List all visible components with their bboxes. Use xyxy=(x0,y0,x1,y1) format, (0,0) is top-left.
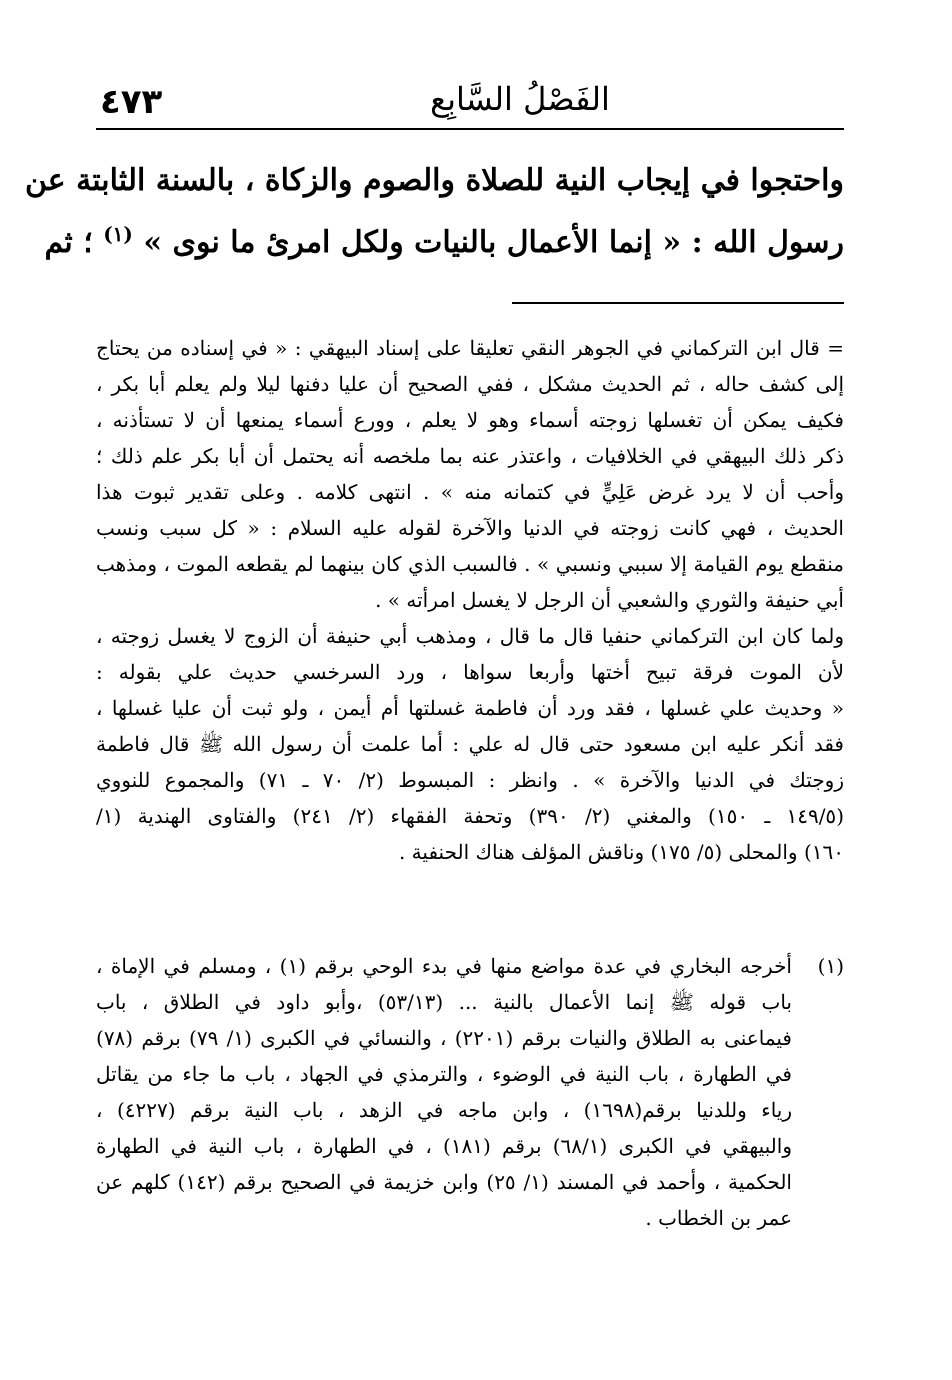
note-line: زوجتك في الدنيا والآخرة » . وانظر : المبسوط (٢/ ٧٠ ـ ٧١) والمجموع للنووي xyxy=(96,768,844,792)
note-line: فقد أنكر عليه ابن مسعود حتى قال له علي : أما علمت أن رسول الله ﷺ قال فاطمة xyxy=(96,732,844,756)
note-line: « وحديث علي غسلها ، فقد ورد أن فاطمة غسلتها أم أيمن ، ولو ثبت أن عليا غسلها ، xyxy=(96,696,844,720)
note-line: ولما كان ابن التركماني حنفيا قال ما قال ، ومذهب أبي حنيفة أن الزوج لا يغسل زوجته ، xyxy=(96,624,844,648)
note-line: (١٤٩/٥ ـ ١٥٠) والمغني (٢/ ٣٩٠) وتحفة الفقهاء (٢/ ٢٤١) والفتاوى الهندية (١/ xyxy=(96,804,844,828)
page-number: ٤٧٣ xyxy=(100,82,163,122)
header-rule xyxy=(96,128,844,130)
note-line: ١٦٠) والمحلى (٥/ ١٧٥) وناقش المؤلف هناك الحنفية . xyxy=(398,840,844,864)
note-line: الحديث ، فهي كانت زوجته في الدنيا والآخرة لقوله عليه السلام : « كل سبب ونسب xyxy=(96,516,844,540)
continued-footnote xyxy=(96,330,844,870)
footnote-number: (١) xyxy=(817,954,844,978)
footnote-line: في الطهارة ، باب النية في الوضوء ، والترمذي في الجهاد ، باب ما جاء من يقاتل xyxy=(96,1062,792,1086)
main-text-segment: رسول الله : « إنما الأعمال بالنيات ولكل امرئ ما نوى » xyxy=(132,225,844,260)
note-line: إلى كشف حاله ، ثم الحديث مشكل ، ففي الصحيح أن عليا دفنها ليلا ولم يعلم أبا بكر ، xyxy=(96,372,844,396)
main-text-line xyxy=(44,212,844,274)
page-header xyxy=(96,72,844,138)
note-line: ذكر ذلك البيهقي في الخلافيات ، واعتذر عنه بما ملخصه أنه يحتمل أن أبا بكر علم ذلك ؛ xyxy=(96,444,844,468)
main-text xyxy=(24,150,844,274)
footnote-reference: (١) xyxy=(103,222,133,246)
note-line: منقطع يوم القيامة إلا سببي ونسبي » . فالسبب الذي كان بينهما لم يقطعه الموت ، ومذهب xyxy=(96,552,844,576)
main-text-segment: ؛ ثم xyxy=(44,225,104,260)
footnote-line: فيماعنى به الطلاق والنيات برقم (٢٢٠١) ، والنسائي في الكبرى (١/ ٧٩) برقم (٧٨) xyxy=(96,1026,792,1050)
note-line: أبي حنيفة والثوري والشعبي أن الرجل لا يغسل امرأته » . xyxy=(375,588,844,612)
footnote-line: الحكمية ، وأحمد في المسند (١/ ٢٥) وابن خزيمة في الصحيح برقم (١٤٢) كلهم عن xyxy=(96,1170,792,1194)
note-line: لأن الموت فرقة تبيح أختها وأربعا سواها ، ورد السرخسي حديث علي بقوله : xyxy=(96,660,844,684)
note-line: = قال ابن التركماني في الجوهر النقي تعليقا على إسناد البيهقي : « في إسناده من يحتاج xyxy=(96,336,844,360)
note-line: وأحب أن لا يرد غرض عَلِيٍّ في كتمانه منه » . انتهى كلامه . وعلى تقدير ثبوت هذا xyxy=(96,480,844,504)
footnote-line: أخرجه البخاري في عدة مواضع منها في بدء الوحي برقم (١) ، ومسلم في الإماة ، xyxy=(96,954,792,978)
footnote-line: باب قوله ﷺ إنما الأعمال بالنية ... (٥٣/١٣) ،وأبو داود في الطلاق ، باب xyxy=(96,990,792,1014)
chapter-title: الفَصْلُ السَّابِع xyxy=(430,80,610,118)
footnote-separator xyxy=(512,302,844,304)
footnote-line: عمر بن الخطاب . xyxy=(645,1206,792,1230)
note-line: فكيف يمكن أن تغسلها زوجته أسماء وهو لا يعلم ، وورع أسماء يمنعها أن لا تستأذنه ، xyxy=(96,408,844,432)
footnote-line: والبيهقي في الكبرى (٦٨/١) برقم (١٨١) ، في الطهارة ، باب النية في الطهارة xyxy=(96,1134,792,1158)
main-text-line: واحتجوا في إيجاب النية للصلاة والصوم والزكاة ، بالسنة الثابتة عن xyxy=(24,163,844,198)
footnote-1 xyxy=(96,948,844,1236)
footnote-line: رياء وللدنيا برقم(١٦٩٨) ، وابن ماجه في الزهد ، باب النية برقم (٤٢٢٧) ، xyxy=(96,1098,793,1122)
footnote-body xyxy=(96,948,792,1236)
